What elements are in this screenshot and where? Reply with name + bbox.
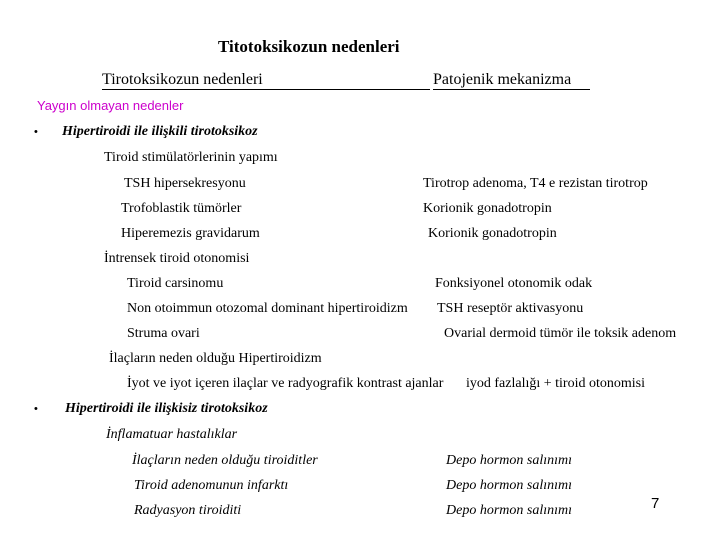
column-header-causes: Tirotoksikozun nedenleri	[102, 71, 263, 88]
section-heading-non-hyperthyroid: Hipertiroidi ile ilişkisiz tirotoksikoz	[65, 401, 268, 416]
cause-item: Struma ovari	[127, 326, 200, 341]
bullet-icon: •	[34, 126, 38, 138]
subsection-heading-intrinsic-autonomy: İntrensek tiroid otonomisi	[104, 251, 250, 266]
page-title: Titotoksikozun nedenleri	[218, 37, 400, 56]
cause-item: Non otoimmun otozomal dominant hipertiroidizm	[127, 301, 408, 316]
mechanism-item: Korionik gonadotropin	[428, 226, 557, 241]
mechanism-item: Korionik gonadotropin	[423, 201, 552, 216]
subsection-heading-stimulators: Tiroid stimülatörlerinin yapımı	[104, 150, 278, 165]
header-underline	[433, 89, 590, 90]
cause-item: Radyasyon tiroiditi	[134, 503, 242, 518]
mechanism-item: iyod fazlalığı + tiroid otonomisi	[466, 376, 645, 391]
subsection-heading-drug-induced: İlaçların neden olduğu Hipertiroidizm	[109, 351, 322, 366]
mechanism-item: Ovarial dermoid tümör ile toksik adenom	[444, 326, 677, 341]
mechanism-item: Tirotrop adenoma, T4 e rezistan tirotrop	[423, 176, 648, 191]
cause-item: Hiperemezis gravidarum	[121, 226, 260, 241]
column-header-mechanism: Patojenik mekanizma	[433, 71, 572, 88]
cause-item: Trofoblastik tümörler	[121, 201, 242, 216]
cause-item: TSH hipersekresyonu	[124, 176, 246, 191]
page-number: 7	[651, 495, 660, 512]
cause-item: İyot ve iyot içeren ilaçlar ve radyografik kontrast ajanlar	[127, 376, 444, 391]
cause-item: Tiroid adenomunun infarktı	[134, 478, 289, 493]
section-heading-hyperthyroid: Hipertiroidi ile ilişkili tirotoksikoz	[62, 124, 258, 139]
header-underline	[102, 89, 430, 90]
mechanism-item: Fonksiyonel otonomik odak	[435, 276, 593, 291]
cause-item: İlaçların neden olduğu tiroiditler	[132, 453, 318, 468]
subsection-heading-inflammatory: İnflamatuar hastalıklar	[106, 427, 238, 442]
uncommon-causes-note: Yaygın olmayan nedenler	[37, 98, 184, 113]
mechanism-item: Depo hormon salınımı	[446, 503, 572, 518]
mechanism-item: Depo hormon salınımı	[446, 453, 572, 468]
mechanism-item: TSH reseptör aktivasyonu	[437, 301, 584, 316]
cause-item: Tiroid carsinomu	[127, 276, 224, 291]
bullet-icon: •	[34, 403, 38, 415]
mechanism-item: Depo hormon salınımı	[446, 478, 572, 493]
